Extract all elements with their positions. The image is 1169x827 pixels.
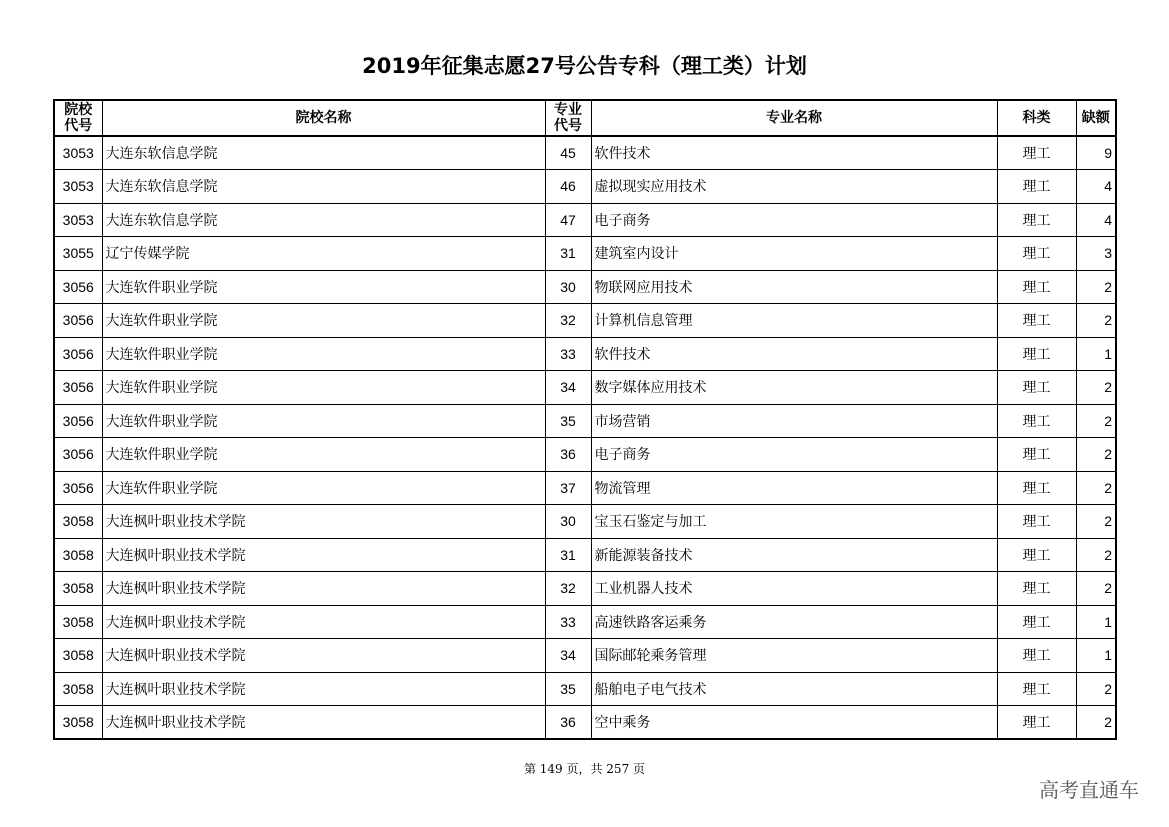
cell-major-code: 47 bbox=[545, 203, 591, 237]
cell-quota: 2 bbox=[1076, 270, 1116, 304]
header-major-name: 专业名称 bbox=[591, 100, 997, 136]
cell-major-code: 32 bbox=[545, 304, 591, 338]
cell-major-name: 工业机器人技术 bbox=[591, 572, 997, 606]
header-school-name: 院校名称 bbox=[102, 100, 545, 136]
cell-major-code: 35 bbox=[545, 672, 591, 706]
cell-category: 理工 bbox=[997, 639, 1076, 673]
cell-school-code: 3056 bbox=[54, 438, 102, 472]
cell-school-name: 大连枫叶职业技术学院 bbox=[102, 538, 545, 572]
cell-quota: 4 bbox=[1076, 203, 1116, 237]
cell-major-name: 高速铁路客运乘务 bbox=[591, 605, 997, 639]
cell-school-code: 3056 bbox=[54, 304, 102, 338]
cell-major-name: 船舶电子电气技术 bbox=[591, 672, 997, 706]
table-row bbox=[54, 270, 1116, 304]
cell-category: 理工 bbox=[997, 538, 1076, 572]
table-row bbox=[54, 203, 1116, 237]
cell-school-code: 3058 bbox=[54, 538, 102, 572]
cell-category: 理工 bbox=[997, 371, 1076, 405]
cell-category: 理工 bbox=[997, 170, 1076, 204]
cell-major-code: 34 bbox=[545, 371, 591, 405]
page-footer: 第 149 页，共 257 页 bbox=[523, 762, 646, 776]
header-school-code: 院校代号 bbox=[54, 100, 102, 136]
cell-major-name: 建筑室内设计 bbox=[591, 237, 997, 271]
cell-school-code: 3056 bbox=[54, 471, 102, 505]
cell-major-name: 空中乘务 bbox=[591, 706, 997, 740]
cell-major-code: 33 bbox=[545, 337, 591, 371]
cell-school-code: 3056 bbox=[54, 337, 102, 371]
cell-major-name: 电子商务 bbox=[591, 438, 997, 472]
cell-school-code: 3058 bbox=[54, 505, 102, 539]
cell-school-name: 大连东软信息学院 bbox=[102, 170, 545, 204]
cell-quota: 1 bbox=[1076, 337, 1116, 371]
table-row bbox=[54, 371, 1116, 405]
cell-category: 理工 bbox=[997, 270, 1076, 304]
cell-major-name: 市场营销 bbox=[591, 404, 997, 438]
header-quota: 缺额 bbox=[1076, 100, 1116, 136]
header-category: 科类 bbox=[997, 100, 1076, 136]
cell-school-name: 大连软件职业学院 bbox=[102, 304, 545, 338]
cell-quota: 3 bbox=[1076, 237, 1116, 271]
cell-major-code: 30 bbox=[545, 270, 591, 304]
cell-school-name: 辽宁传媒学院 bbox=[102, 237, 545, 271]
cell-quota: 2 bbox=[1076, 538, 1116, 572]
cell-school-name: 大连东软信息学院 bbox=[102, 136, 545, 170]
cell-quota: 2 bbox=[1076, 304, 1116, 338]
table-header-row bbox=[54, 100, 1116, 136]
cell-category: 理工 bbox=[997, 672, 1076, 706]
cell-major-code: 31 bbox=[545, 237, 591, 271]
cell-quota: 1 bbox=[1076, 605, 1116, 639]
table-row bbox=[54, 136, 1116, 170]
cell-category: 理工 bbox=[997, 304, 1076, 338]
cell-major-name: 软件技术 bbox=[591, 337, 997, 371]
cell-category: 理工 bbox=[997, 471, 1076, 505]
cell-school-code: 3058 bbox=[54, 639, 102, 673]
cell-school-code: 3055 bbox=[54, 237, 102, 271]
cell-major-name: 国际邮轮乘务管理 bbox=[591, 639, 997, 673]
cell-quota: 2 bbox=[1076, 505, 1116, 539]
cell-school-code: 3053 bbox=[54, 203, 102, 237]
cell-category: 理工 bbox=[997, 438, 1076, 472]
cell-school-code: 3053 bbox=[54, 136, 102, 170]
cell-school-code: 3056 bbox=[54, 270, 102, 304]
table-row bbox=[54, 438, 1116, 472]
cell-major-name: 电子商务 bbox=[591, 203, 997, 237]
cell-quota: 2 bbox=[1076, 706, 1116, 740]
table-row bbox=[54, 304, 1116, 338]
header-major-code: 专业代号 bbox=[545, 100, 591, 136]
cell-quota: 1 bbox=[1076, 639, 1116, 673]
cell-category: 理工 bbox=[997, 203, 1076, 237]
cell-major-name: 计算机信息管理 bbox=[591, 304, 997, 338]
cell-school-code: 3058 bbox=[54, 605, 102, 639]
cell-major-code: 45 bbox=[545, 136, 591, 170]
cell-major-name: 数字媒体应用技术 bbox=[591, 371, 997, 405]
cell-school-code: 3053 bbox=[54, 170, 102, 204]
cell-school-code: 3058 bbox=[54, 672, 102, 706]
cell-school-name: 大连枫叶职业技术学院 bbox=[102, 706, 545, 740]
table-row bbox=[54, 605, 1116, 639]
cell-school-code: 3058 bbox=[54, 572, 102, 606]
cell-major-code: 37 bbox=[545, 471, 591, 505]
cell-quota: 4 bbox=[1076, 170, 1116, 204]
cell-quota: 2 bbox=[1076, 471, 1116, 505]
table-row bbox=[54, 505, 1116, 539]
table-row bbox=[54, 639, 1116, 673]
cell-category: 理工 bbox=[997, 572, 1076, 606]
cell-school-name: 大连软件职业学院 bbox=[102, 270, 545, 304]
table-row bbox=[54, 706, 1116, 740]
watermark-logo-text: 高考直通车 bbox=[1039, 778, 1139, 802]
table-row bbox=[54, 170, 1116, 204]
cell-school-name: 大连软件职业学院 bbox=[102, 337, 545, 371]
cell-quota: 2 bbox=[1076, 404, 1116, 438]
cell-category: 理工 bbox=[997, 337, 1076, 371]
cell-major-code: 36 bbox=[545, 438, 591, 472]
table-row bbox=[54, 672, 1116, 706]
cell-major-code: 36 bbox=[545, 706, 591, 740]
table-row bbox=[54, 538, 1116, 572]
cell-school-name: 大连软件职业学院 bbox=[102, 438, 545, 472]
cell-category: 理工 bbox=[997, 136, 1076, 170]
cell-category: 理工 bbox=[997, 237, 1076, 271]
cell-major-code: 30 bbox=[545, 505, 591, 539]
cell-quota: 2 bbox=[1076, 438, 1116, 472]
cell-major-name: 虚拟现实应用技术 bbox=[591, 170, 997, 204]
cell-major-code: 35 bbox=[545, 404, 591, 438]
cell-quota: 2 bbox=[1076, 672, 1116, 706]
cell-school-name: 大连枫叶职业技术学院 bbox=[102, 505, 545, 539]
cell-major-code: 34 bbox=[545, 639, 591, 673]
cell-major-code: 32 bbox=[545, 572, 591, 606]
table-row bbox=[54, 471, 1116, 505]
cell-school-name: 大连软件职业学院 bbox=[102, 371, 545, 405]
cell-major-name: 软件技术 bbox=[591, 136, 997, 170]
cell-major-code: 46 bbox=[545, 170, 591, 204]
table-row bbox=[54, 572, 1116, 606]
cell-major-name: 物流管理 bbox=[591, 471, 997, 505]
cell-category: 理工 bbox=[997, 505, 1076, 539]
cell-major-code: 33 bbox=[545, 605, 591, 639]
table-row bbox=[54, 337, 1116, 371]
cell-school-name: 大连枫叶职业技术学院 bbox=[102, 639, 545, 673]
cell-quota: 9 bbox=[1076, 136, 1116, 170]
cell-major-name: 宝玉石鉴定与加工 bbox=[591, 505, 997, 539]
cell-school-name: 大连软件职业学院 bbox=[102, 404, 545, 438]
cell-school-code: 3058 bbox=[54, 706, 102, 740]
cell-category: 理工 bbox=[997, 706, 1076, 740]
cell-school-code: 3056 bbox=[54, 371, 102, 405]
cell-category: 理工 bbox=[997, 605, 1076, 639]
cell-school-code: 3056 bbox=[54, 404, 102, 438]
cell-quota: 2 bbox=[1076, 371, 1116, 405]
table-row bbox=[54, 404, 1116, 438]
cell-school-name: 大连枫叶职业技术学院 bbox=[102, 605, 545, 639]
cell-category: 理工 bbox=[997, 404, 1076, 438]
cell-school-name: 大连枫叶职业技术学院 bbox=[102, 572, 545, 606]
table-row bbox=[54, 237, 1116, 271]
cell-major-code: 31 bbox=[545, 538, 591, 572]
page-title: 2019年征集志愿27号公告专科（理工类）计划 bbox=[362, 54, 807, 78]
cell-school-name: 大连软件职业学院 bbox=[102, 471, 545, 505]
cell-major-name: 物联网应用技术 bbox=[591, 270, 997, 304]
cell-school-name: 大连东软信息学院 bbox=[102, 203, 545, 237]
enrollment-table bbox=[53, 99, 1117, 740]
cell-major-name: 新能源装备技术 bbox=[591, 538, 997, 572]
cell-school-name: 大连枫叶职业技术学院 bbox=[102, 672, 545, 706]
cell-quota: 2 bbox=[1076, 572, 1116, 606]
